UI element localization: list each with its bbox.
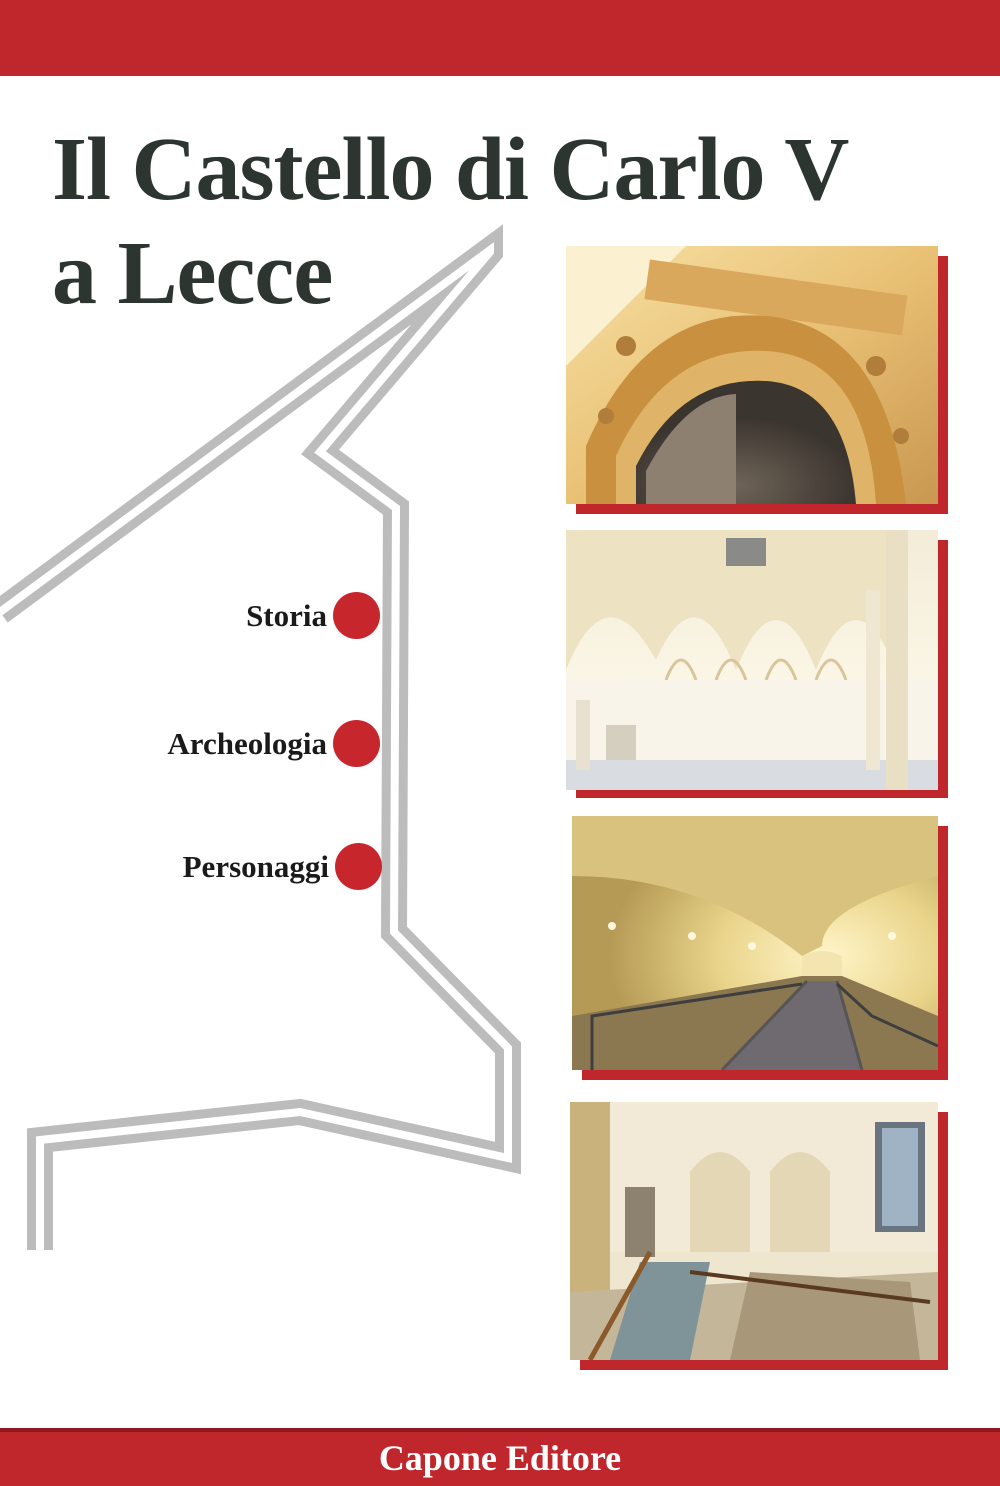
photo-corridor	[572, 816, 938, 1070]
red-bullet-icon	[335, 843, 382, 890]
section-archeologia	[100, 720, 380, 767]
red-bullet-icon	[333, 592, 380, 639]
photo-carved-archway	[566, 246, 938, 504]
section-label-archeologia: Archeologia	[167, 725, 327, 761]
section-label-personaggi: Personaggi	[182, 848, 329, 884]
photo-excavation-room	[570, 1102, 938, 1360]
title-line-1: Il Castello di Carlo V	[52, 120, 849, 219]
publisher-name: Capone Editore	[378, 1438, 622, 1478]
red-bullet-icon	[333, 720, 380, 767]
section-storia	[150, 592, 380, 639]
section-label-storia: Storia	[246, 597, 327, 633]
photo-vaulted-hall	[566, 530, 938, 790]
title-line-2: a Lecce	[52, 224, 333, 323]
section-personaggi	[100, 843, 382, 890]
